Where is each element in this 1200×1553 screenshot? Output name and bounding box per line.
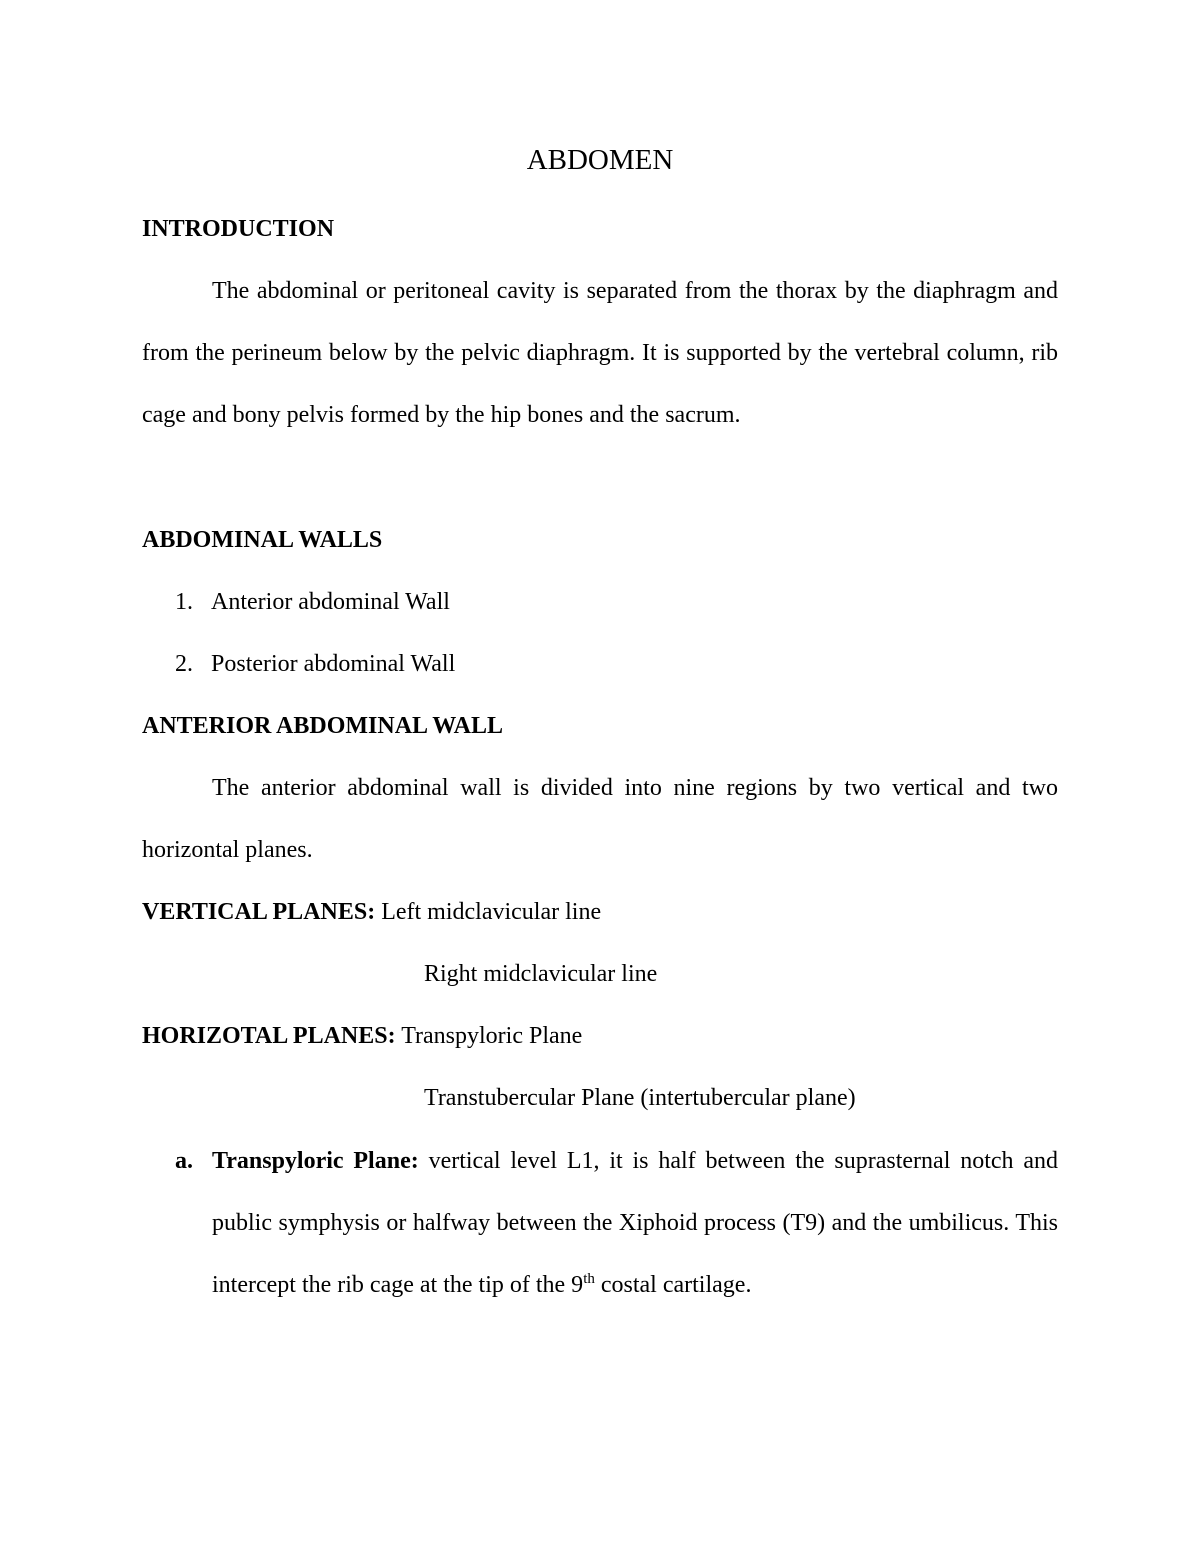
- horizontal-plane-second: Transtubercular Plane (intertubercular plane): [424, 1085, 856, 1111]
- list-item-text: Posterior abdominal Wall: [211, 651, 456, 677]
- anterior-wall-paragraph: [142, 757, 1058, 881]
- transpyloric-label: Transpyloric Plane:: [212, 1148, 419, 1174]
- horizontal-planes-label: HORIZOTAL PLANES:: [142, 1023, 396, 1049]
- vertical-plane-first: Left midclavicular line: [381, 899, 602, 925]
- transpyloric-text: vertical level L1, it is half between the suprasternal notch and public symphysis or halfway between the Xiphoid process (T9) and the umbilicus. This intercept the rib cage at the tip of the 9: [212, 1148, 1059, 1298]
- list-item-number: 2.: [175, 651, 193, 677]
- abdominal-walls-heading: ABDOMINAL WALLS: [142, 527, 383, 553]
- anterior-wall-text: The anterior abdominal wall is divided into nine regions by two vertical and two horizontal planes.: [142, 775, 1058, 863]
- vertical-plane-second: Right midclavicular line: [424, 961, 658, 987]
- vertical-planes-line: [142, 897, 601, 927]
- introduction-paragraph: [142, 260, 1058, 446]
- introduction-heading: INTRODUCTION: [142, 216, 335, 242]
- horizontal-plane-first: Transpyloric Plane: [401, 1023, 583, 1049]
- list-item-number: 1.: [175, 589, 193, 615]
- transpyloric-body: [212, 1130, 1058, 1316]
- list-item: [175, 649, 455, 679]
- ordinal-superscript: th: [583, 1271, 595, 1287]
- transpyloric-text-end: costal cartilage.: [600, 1272, 752, 1298]
- anterior-wall-heading: ANTERIOR ABDOMINAL WALL: [142, 713, 503, 739]
- introduction-text: The abdominal or peritoneal cavity is separated from the thorax by the diaphragm and from the perineum below by the pelvic diaphragm. It is supported by the vertebral column, rib cage and bony pelvis formed by the hip bones and the sacrum.: [142, 278, 1058, 428]
- horizontal-planes-line: [142, 1021, 582, 1051]
- page-title: ABDOMEN: [526, 144, 674, 176]
- list-item-text: Anterior abdominal Wall: [211, 589, 450, 615]
- sub-item-letter: a.: [175, 1148, 193, 1174]
- vertical-planes-label: VERTICAL PLANES:: [142, 899, 376, 925]
- transpyloric-item: [175, 1130, 1058, 1316]
- list-item: [175, 587, 450, 617]
